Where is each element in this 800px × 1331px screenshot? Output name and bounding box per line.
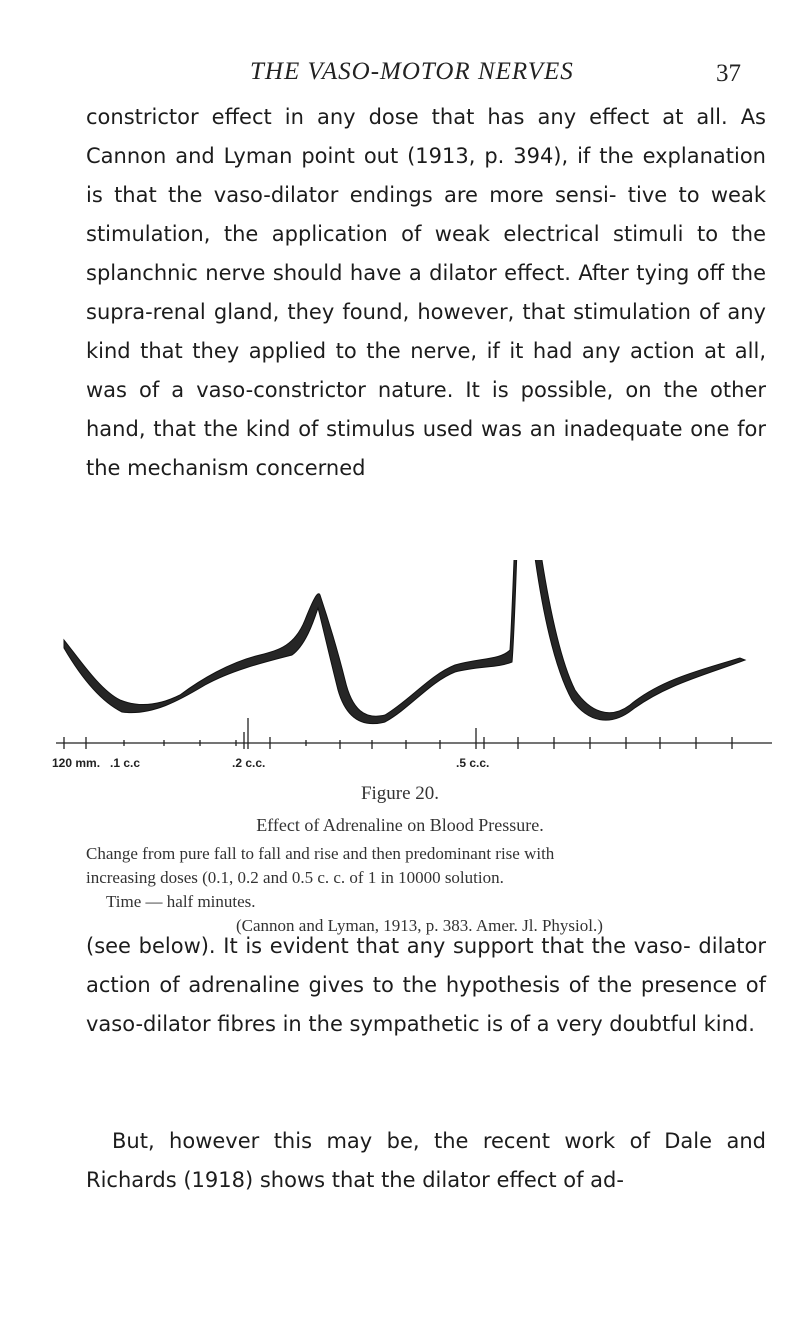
figure-caption-title: Figure 20. [360, 783, 440, 804]
pressure-trace-band [64, 560, 745, 724]
time-marker-line [56, 718, 772, 749]
paragraph-2: (see below). It is evident that any support that the vaso- dilator action of adrenaline gives to the hypothesis of the presence of vaso-dilator fibres in the sympathetic is of a very doubtful kind. [86, 934, 766, 1036]
figure-caption-subtitle: Effect of Adrenaline on Blood Pressure. [256, 815, 544, 835]
dose-label-1: .1 c.c [110, 756, 141, 770]
caption-line-3: Time — half minutes. [106, 892, 256, 911]
running-head [0, 58, 800, 94]
running-title: THE VASO-MOTOR NERVES [250, 58, 574, 85]
caption-line-1: Change from pure fall to fall and rise and then predominant rise with [86, 844, 555, 863]
paragraph-1: constrictor effect in any dose that has any effect at all. As Cannon and Lyman point out (1913, p. 394), if the explanation is that the vaso-dilator endings are more sensi- tive to weak stimulation, the application of weak electrical stimuli to the splanchnic nerve should have a dilator effect. After tying off the supra-renal gland, they found, however, that stimulation of any kind that they applied to the nerve, if it had any action at all, was of a vaso-constrictor nature. It is possible, on the other hand, that the kind of stimulus used was an inadequate one for the mechanism concerned [86, 105, 766, 480]
caption-line-2: increasing doses (0.1, 0.2 and 0.5 c. c. of 1 in 10000 solution. [86, 868, 504, 887]
caption-citation: (Cannon and Lyman, 1913, p. 383. Amer. Jl. Physiol.) [236, 916, 603, 935]
dose-label-2: .2 c.c. [232, 756, 266, 770]
scale-label: 120 mm. [52, 756, 101, 770]
dose-label-3: .5 c.c. [456, 756, 490, 770]
paragraph-3: But, however this may be, the recent work of Dale and Richards (1918) shows that the dilator effect of ad- [86, 1129, 766, 1192]
page-number: 37 [716, 60, 741, 87]
